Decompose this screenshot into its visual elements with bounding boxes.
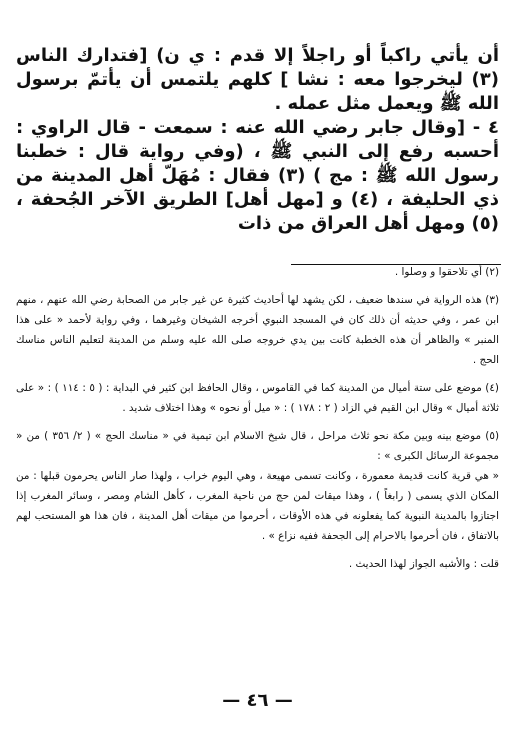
footnote-remark: قلت : والأشبه الجواز لهذا الحديث . (348, 558, 499, 570)
footnote: (٤) موضع على ستة أميال من المدينة كما في القاموس ، وقال الحافظ ابن كثير في البداية : ( ٥ : ١١٤ ) : « على ثلاثة أميال » وقال ابن القيم في الزاد ( ٢ : ١٧٨ ) : « ميل أو نحوه » وهذا اختلاف شديد . (16, 382, 499, 414)
footnote: (٢) أي تلاحقوا و وصلوا . (394, 266, 499, 278)
footnotes (16, 262, 499, 582)
main-text (16, 44, 499, 236)
page-number: — ٤٦ — (222, 690, 293, 711)
footnote: (٥) موضع بينه وبين مكة نحو ثلاث مراحل ، قال شيخ الاسلام ابن تيمية في « مناسك الحج » ( ٢/ ٣٥٦ ) من « مجموعة الرسائل الكبرى » : (16, 430, 499, 462)
footnote: (٣) هذه الرواية في سندها ضعيف ، لكن يشهد لها أحاديث كثيرة عن غير جابر من الصحابة رضي الله عنهم ، منهم ابن عمر ، وفي حديثه أن ذلك كان في المسجد النبوي أخرجه الشيخان وغيرهما ، وفي رواية لأحمد « على هذا المنبر » والظاهر أن هذه الخطبة كانت بين يدي خروجه صلى الله عليه وسلم من المدينة لتعليم الناس مناسك الحج . (16, 294, 499, 366)
main-paragraph: ٤ - [وقال جابر رضي الله عنه : سمعت - قال الراوي : أحسبه رفع إلى النبي ﷺ ، (وفي رواية قال : خطبنا رسول الله ﷺ : مج ) (٣) فقال : مُهَلّ أهل المدينة من ذي الحليفة ، (٤) و [مهل أهل] الطريق الآخر الجُحفة ، (٥) ومهل أهل العراق من ذات (16, 117, 499, 234)
main-paragraph: أن يأتي راكباً أو راجلاً إلا قدم : ي ن) [فتدارك الناس (٣) ليخرجوا معه : نشا ] كلهم يلتمس أن يأتمّ برسول الله ﷺ ويعمل مثل عمله . (16, 45, 499, 114)
footnote-quote: « هي قرية كانت قديمة معمورة ، وكانت تسمى مهيعة ، وهي اليوم خراب ، ولهذا صار الناس يحرمون قبلها : من المكان الذي يسمى ( رابغاً ) ، وهذا ميقات لمن حج من ناحية المغرب ، كأهل الشام ومصر ، وسائر المغرب إذا اجتازوا بالمدينة النبوية كما يفعلونه في هذه الأوقات ، أحرموا من ميقات أهل المدينة ، فان هذا هو المستحب لهم بالاتفاق ، فان أحرموا بالاحرام إلى الجحفة ففيه نزاع » . (16, 470, 499, 542)
